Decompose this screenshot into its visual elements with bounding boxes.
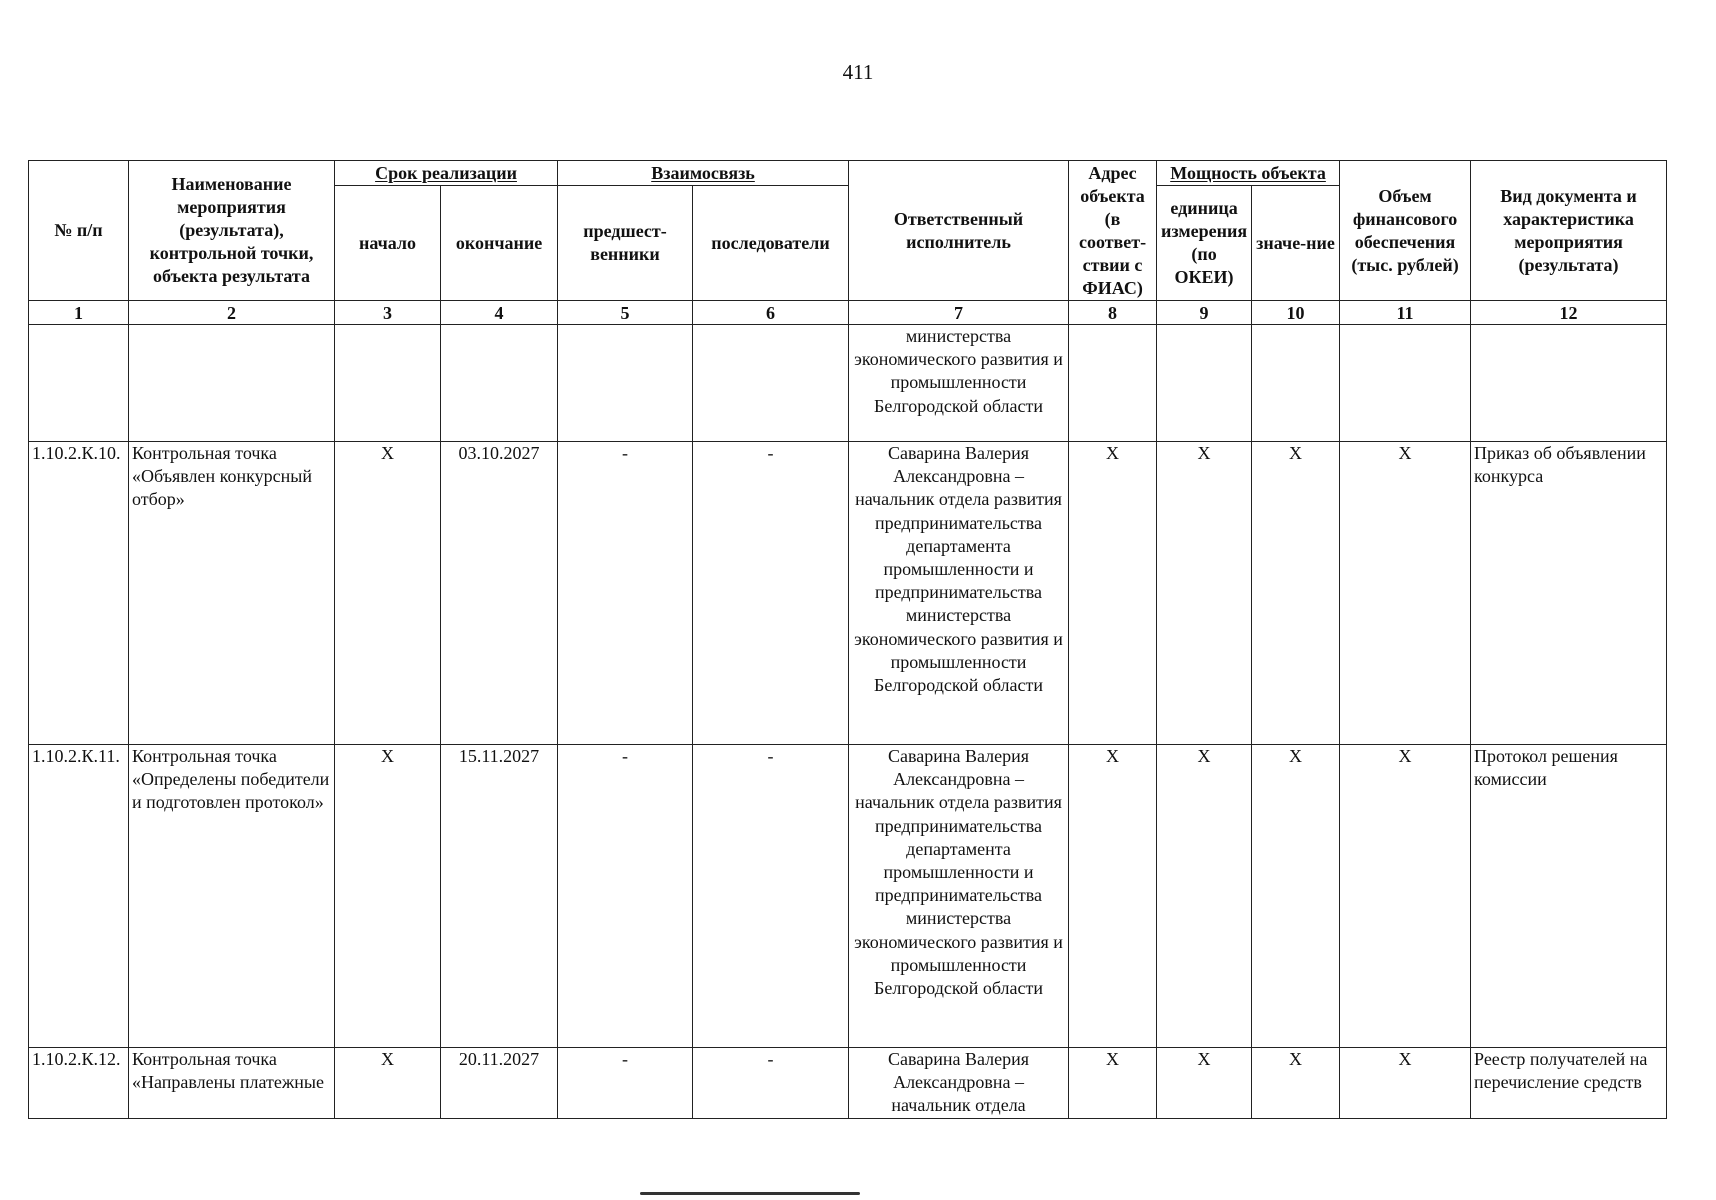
cell-successors: -: [693, 1048, 849, 1119]
cell-end: 20.11.2027: [441, 1048, 558, 1119]
page-number: 411: [842, 60, 874, 84]
header-address: Адрес объекта (в соответ-ствии с ФИАС): [1069, 161, 1157, 301]
cell-empty: [1252, 325, 1340, 442]
column-number: 6: [693, 301, 849, 325]
cell-finance: X: [1340, 745, 1471, 1048]
header-document: Вид документа и характеристика мероприятия (результата): [1471, 161, 1667, 301]
header-predecessors: предшест-венники: [558, 186, 693, 301]
cell-responsible: министерства экономического развития и промышленности Белгородской области: [849, 325, 1069, 442]
header-value: значе-ние: [1252, 186, 1340, 301]
implementation-plan-table: [28, 160, 1667, 1119]
table-row: [29, 442, 1667, 745]
column-number: 1: [29, 301, 129, 325]
header-term-group: Срок реализации: [335, 161, 558, 186]
cell-end: 15.11.2027: [441, 745, 558, 1048]
column-number: 7: [849, 301, 1069, 325]
cell-successors: -: [693, 442, 849, 745]
cell-predecessors: -: [558, 745, 693, 1048]
cell-address: X: [1069, 442, 1157, 745]
cell-document: Реестр получателей на перечисление средств: [1471, 1048, 1667, 1119]
header-link-group: Взаимосвязь: [558, 161, 849, 186]
table-row: [29, 1048, 1667, 1119]
cell-empty: [1471, 325, 1667, 442]
header-start: начало: [335, 186, 441, 301]
header-successors: последователи: [693, 186, 849, 301]
column-number: 3: [335, 301, 441, 325]
header-number: № п/п: [29, 161, 129, 301]
cell-number: 1.10.2.К.10.: [29, 442, 129, 745]
header-responsible: Ответственный исполнитель: [849, 161, 1069, 301]
cell-value: X: [1252, 745, 1340, 1048]
column-number: 8: [1069, 301, 1157, 325]
cell-empty: [335, 325, 441, 442]
cell-unit: X: [1157, 1048, 1252, 1119]
cell-predecessors: -: [558, 442, 693, 745]
cell-address: X: [1069, 745, 1157, 1048]
column-number: 9: [1157, 301, 1252, 325]
cell-finance: X: [1340, 442, 1471, 745]
cell-document: Приказ об объявлении конкурса: [1471, 442, 1667, 745]
cell-successors: -: [693, 745, 849, 1048]
cell-empty: [1157, 325, 1252, 442]
column-number: 4: [441, 301, 558, 325]
cell-name: Контрольная точка «Объявлен конкурсный отбор»: [129, 442, 335, 745]
column-number: 10: [1252, 301, 1340, 325]
table-row-continued: [29, 325, 1667, 442]
header-finance: Объем финансового обеспечения (тыс. рублей): [1340, 161, 1471, 301]
column-numbers-row: [29, 301, 1667, 325]
column-number: 11: [1340, 301, 1471, 325]
cell-address: X: [1069, 1048, 1157, 1119]
scan-edge-mark: [640, 1192, 860, 1195]
cell-responsible: Саварина Валерия Александровна – начальник отдела развития предпринимательства департамента промышленности и предпринимательства министерства экономического развития и промышленности Белгородской области: [849, 442, 1069, 745]
cell-end: 03.10.2027: [441, 442, 558, 745]
cell-finance: X: [1340, 1048, 1471, 1119]
header-unit: единица измерения (по ОКЕИ): [1157, 186, 1252, 301]
cell-empty: [441, 325, 558, 442]
cell-document: Протокол решения комиссии: [1471, 745, 1667, 1048]
column-number: 12: [1471, 301, 1667, 325]
cell-empty: [1069, 325, 1157, 442]
cell-number: 1.10.2.К.12.: [29, 1048, 129, 1119]
cell-unit: X: [1157, 745, 1252, 1048]
cell-responsible: Саварина Валерия Александровна – начальник отдела развития предпринимательства департамента промышленности и предпринимательства министерства экономического развития и промышленности Белгородской области: [849, 745, 1069, 1048]
cell-start: X: [335, 442, 441, 745]
cell-empty: [29, 325, 129, 442]
header-end: окончание: [441, 186, 558, 301]
cell-start: X: [335, 1048, 441, 1119]
cell-start: X: [335, 745, 441, 1048]
cell-empty: [558, 325, 693, 442]
header-power-group: Мощность объекта: [1157, 161, 1340, 186]
cell-number: 1.10.2.К.11.: [29, 745, 129, 1048]
cell-predecessors: -: [558, 1048, 693, 1119]
cell-empty: [129, 325, 335, 442]
column-number: 2: [129, 301, 335, 325]
column-number: 5: [558, 301, 693, 325]
cell-empty: [1340, 325, 1471, 442]
cell-value: X: [1252, 1048, 1340, 1119]
cell-name: Контрольная точка «Направлены платежные: [129, 1048, 335, 1119]
cell-responsible: Саварина Валерия Александровна – начальник отдела: [849, 1048, 1069, 1119]
cell-empty: [693, 325, 849, 442]
header-name: Наименование мероприятия (результата), контрольной точки, объекта результата: [129, 161, 335, 301]
cell-name: Контрольная точка «Определены победители и подготовлен протокол»: [129, 745, 335, 1048]
table-row: [29, 745, 1667, 1048]
cell-value: X: [1252, 442, 1340, 745]
cell-unit: X: [1157, 442, 1252, 745]
